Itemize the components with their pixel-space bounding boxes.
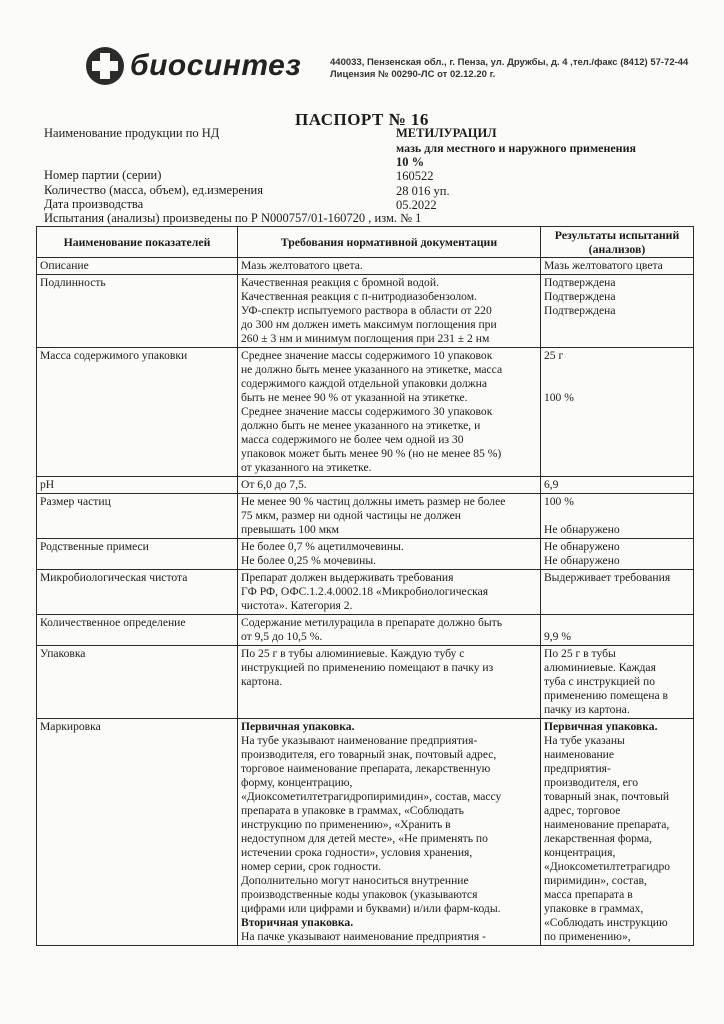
indicator-cell: pH (37, 477, 238, 494)
result-line: «Соблюдать инструкцию (543, 916, 668, 929)
requirement-line: От 6,0 до 7,5. (240, 478, 307, 491)
requirement-subtitle: Вторичная упаковка. (240, 916, 354, 929)
indicator-cell: Упаковка (37, 646, 238, 719)
quality-table (36, 226, 694, 946)
result-line: 100 % (543, 391, 574, 404)
requirement-line: Не более 0,7 % ацетилмочевины. (240, 540, 404, 553)
header-requirements: Требования нормативной документации (237, 227, 540, 258)
product-label: Наименование продукции по НД (44, 126, 220, 140)
company-license: Лицензия № 00290-ЛС от 02.12.20 г. (330, 69, 496, 80)
result-line: пиримидин», состав, (543, 874, 647, 887)
result-line: лекарственная форма, (543, 832, 653, 845)
result-line: Подтверждена (543, 290, 616, 303)
result-cell (540, 275, 693, 348)
requirement-line: Содержание метилурацила в препарате должно быть (240, 616, 503, 629)
requirement-line: масса содержимого не более чем одной из 30 (240, 433, 464, 446)
requirement-line: должно быть не менее указанного на этикетке, и (240, 419, 481, 432)
header-indicator: Наименование показателей (37, 227, 238, 258)
product-name: МЕТИЛУРАЦИЛ (396, 126, 497, 140)
result-line: упаковке в граммах, (543, 902, 644, 915)
requirement-line: цифрами или цифрами и буквами) и/или фарм-коды. (240, 902, 501, 915)
requirement-cell (237, 258, 540, 275)
result-line: «Диоксометилтетрагидро (543, 860, 671, 873)
result-line: На тубе указаны (543, 734, 625, 747)
result-cell (540, 494, 693, 539)
requirement-cell (237, 494, 540, 539)
result-line: адрес, торговое (543, 804, 621, 817)
requirement-line: Среднее значение массы содержимого 10 упаковок (240, 349, 493, 362)
result-line: пачку из картона. (543, 703, 630, 716)
medical-cross-icon (84, 45, 126, 87)
result-line (544, 363, 690, 377)
company-logo (84, 45, 301, 87)
indicator-cell: Родственные примеси (37, 539, 238, 570)
header-results: Результаты испытаний (анализов) (540, 227, 693, 258)
requirement-line: «Диоксометилтетрагидропиримидин», состав, массу (240, 790, 502, 803)
requirement-line: 260 ± 3 нм и минимум поглощения при 231 ± 2 нм (240, 332, 490, 345)
indicator-cell: Микробиологическая чистота (37, 570, 238, 615)
requirement-cell (237, 477, 540, 494)
result-line: Подтверждена (543, 276, 616, 289)
result-line (544, 616, 690, 630)
indicator-cell: Маркировка (37, 719, 238, 946)
result-cell (540, 719, 693, 946)
product-form: мазь для местного и наружного применения (396, 141, 636, 155)
result-line: Выдерживает требования (543, 571, 671, 584)
requirement-line: недоступном для детей месте», «Не применять по (240, 832, 488, 845)
result-line: Подтверждена (543, 304, 616, 317)
requirement-line: Препарат должен выдерживать требования (240, 571, 454, 584)
requirement-line: Качественная реакция с бромной водой. (240, 276, 439, 289)
requirement-cell (237, 275, 540, 348)
result-line: Не обнаружено (543, 554, 620, 567)
tests-reference: Испытания (анализы) произведены по Р N000757/01-160720 , изм. № 1 (44, 211, 422, 225)
result-line: наименование препарата, (543, 818, 670, 831)
requirement-line: истечении срока годности», условия хранения, (240, 846, 473, 859)
requirement-line: Мазь желтоватого цвета. (240, 259, 363, 272)
result-line: предприятия- (543, 762, 611, 775)
requirement-line: содержимого каждой отдельной упаковки должна (240, 377, 488, 390)
result-line: применению помещена в (543, 689, 669, 702)
result-line: туба с инструкцией по (543, 675, 655, 688)
requirement-line: форму, концентрацию, (240, 776, 353, 789)
requirement-cell (237, 539, 540, 570)
requirement-line: картона. (240, 675, 283, 688)
requirement-line: инструкцией по применению помещают в пачку из (240, 661, 494, 674)
result-cell (540, 646, 693, 719)
requirement-line: номер серии, срок годности. (240, 860, 382, 873)
result-line: алюминиевые. Каждая (543, 661, 656, 674)
result-line: по применению», (543, 930, 631, 943)
result-line: По 25 г в тубы (543, 647, 616, 660)
requirement-subtitle: Первичная упаковка. (240, 720, 355, 733)
requirement-line: 75 мкм, размер ни одной частицы не должен (240, 509, 461, 522)
table-row (37, 494, 694, 539)
result-line: 100 % (543, 495, 574, 508)
result-line (544, 509, 690, 523)
result-line: 9,9 % (543, 630, 572, 643)
requirement-line: Не более 0,25 % мочевины. (240, 554, 377, 567)
result-cell (540, 258, 693, 275)
table-row (37, 477, 694, 494)
requirement-line: производственные коды упаковок (указываются (240, 888, 478, 901)
requirement-line: Среднее значение массы содержимого 30 упаковок (240, 405, 493, 418)
requirement-cell (237, 646, 540, 719)
requirement-line: от указанного на этикетке. (240, 461, 372, 474)
result-subtitle: Первичная упаковка. (543, 720, 658, 733)
requirement-line: Дополнительно могут наноситься внутренние (240, 874, 469, 887)
table-row (37, 646, 694, 719)
table-row (37, 719, 694, 946)
result-cell (540, 348, 693, 477)
production-date-value: 05.2022 (396, 198, 437, 212)
requirement-cell (237, 348, 540, 477)
requirement-line: По 25 г в тубы алюминиевые. Каждую тубу с (240, 647, 465, 660)
result-line: производителя, его (543, 776, 639, 789)
result-cell (540, 539, 693, 570)
requirement-line: не должно быть менее указанного на этикетке, масса (240, 363, 503, 376)
requirement-line: На пачке указывают наименование предприятия - (240, 930, 486, 943)
requirement-line: производителя, его товарный знак, почтовый адрес, (240, 748, 497, 761)
requirement-line: Не менее 90 % частиц должны иметь размер не более (240, 495, 506, 508)
result-line: Не обнаружено (543, 523, 620, 536)
result-cell (540, 477, 693, 494)
requirement-line: торговое наименование препарата, лекарственную (240, 762, 491, 775)
table-row (37, 258, 694, 275)
table-row (37, 615, 694, 646)
result-line: наименование (543, 748, 615, 761)
result-line: товарный знак, почтовый (543, 790, 670, 803)
requirement-line: упаковок может быть менее 90 % (но не менее 85 %) (240, 447, 502, 460)
quantity-value: 28 016 уп. (396, 184, 450, 198)
requirement-line: от 9,5 до 10,5 %. (240, 630, 323, 643)
requirement-cell (237, 719, 540, 946)
result-cell (540, 570, 693, 615)
indicator-cell: Масса содержимого упаковки (37, 348, 238, 477)
product-concentration: 10 % (396, 155, 425, 169)
requirement-line: быть не менее 90 % от указанной на этикетке. (240, 391, 468, 404)
requirement-line: до 300 нм должен иметь максимум поглощения при (240, 318, 497, 331)
table-row (37, 348, 694, 477)
result-line: Мазь желтоватого цвета (543, 259, 663, 272)
requirement-line: чистота». Категория 2. (240, 599, 353, 612)
table-row (37, 539, 694, 570)
company-address-block (330, 57, 688, 81)
table-header-row (37, 227, 694, 258)
requirement-line: превышать 100 мкм (240, 523, 340, 536)
requirement-line: На тубе указывают наименование предприятия- (240, 734, 478, 747)
requirement-line: препарата в упаковке в граммах, «Соблюдать (240, 804, 464, 817)
brand-name: биосинтез (130, 49, 302, 82)
batch-label: Номер партии (серии) (44, 168, 162, 182)
requirement-line: Качественная реакция с п-нитродиазобензолом. (240, 290, 477, 303)
indicator-cell: Размер частиц (37, 494, 238, 539)
requirement-cell (237, 615, 540, 646)
requirement-line: инструкцию по применению», «Хранить в (240, 818, 451, 831)
indicator-cell: Подлинность (37, 275, 238, 348)
table-row (37, 570, 694, 615)
result-line: Не обнаружено (543, 540, 620, 553)
indicator-cell: Количественное определение (37, 615, 238, 646)
quantity-label: Количество (масса, объем), ед.измерения (44, 183, 263, 197)
result-line: концентрация, (543, 846, 616, 859)
document-title: ПАСПОРТ № 16 (295, 110, 429, 129)
requirement-line: УФ-спектр испытуемого раствора в области от 220 (240, 304, 492, 317)
result-cell (540, 615, 693, 646)
production-date-label: Дата производства (44, 197, 144, 211)
indicator-cell: Описание (37, 258, 238, 275)
table-row (37, 275, 694, 348)
result-line: масса препарата в (543, 888, 633, 901)
batch-value: 160522 (396, 169, 434, 183)
result-line: 25 г (543, 349, 564, 362)
requirement-line: ГФ РФ, ОФС.1.2.4.0002.18 «Микробиологическая (240, 585, 489, 598)
result-line (544, 377, 690, 391)
result-line: 6,9 (543, 478, 559, 491)
company-address: 440033, Пензенская обл., г. Пенза, ул. Дружбы, д. 4 ,тел./факс (8412) 57-72-44 (330, 57, 689, 68)
requirement-cell (237, 570, 540, 615)
